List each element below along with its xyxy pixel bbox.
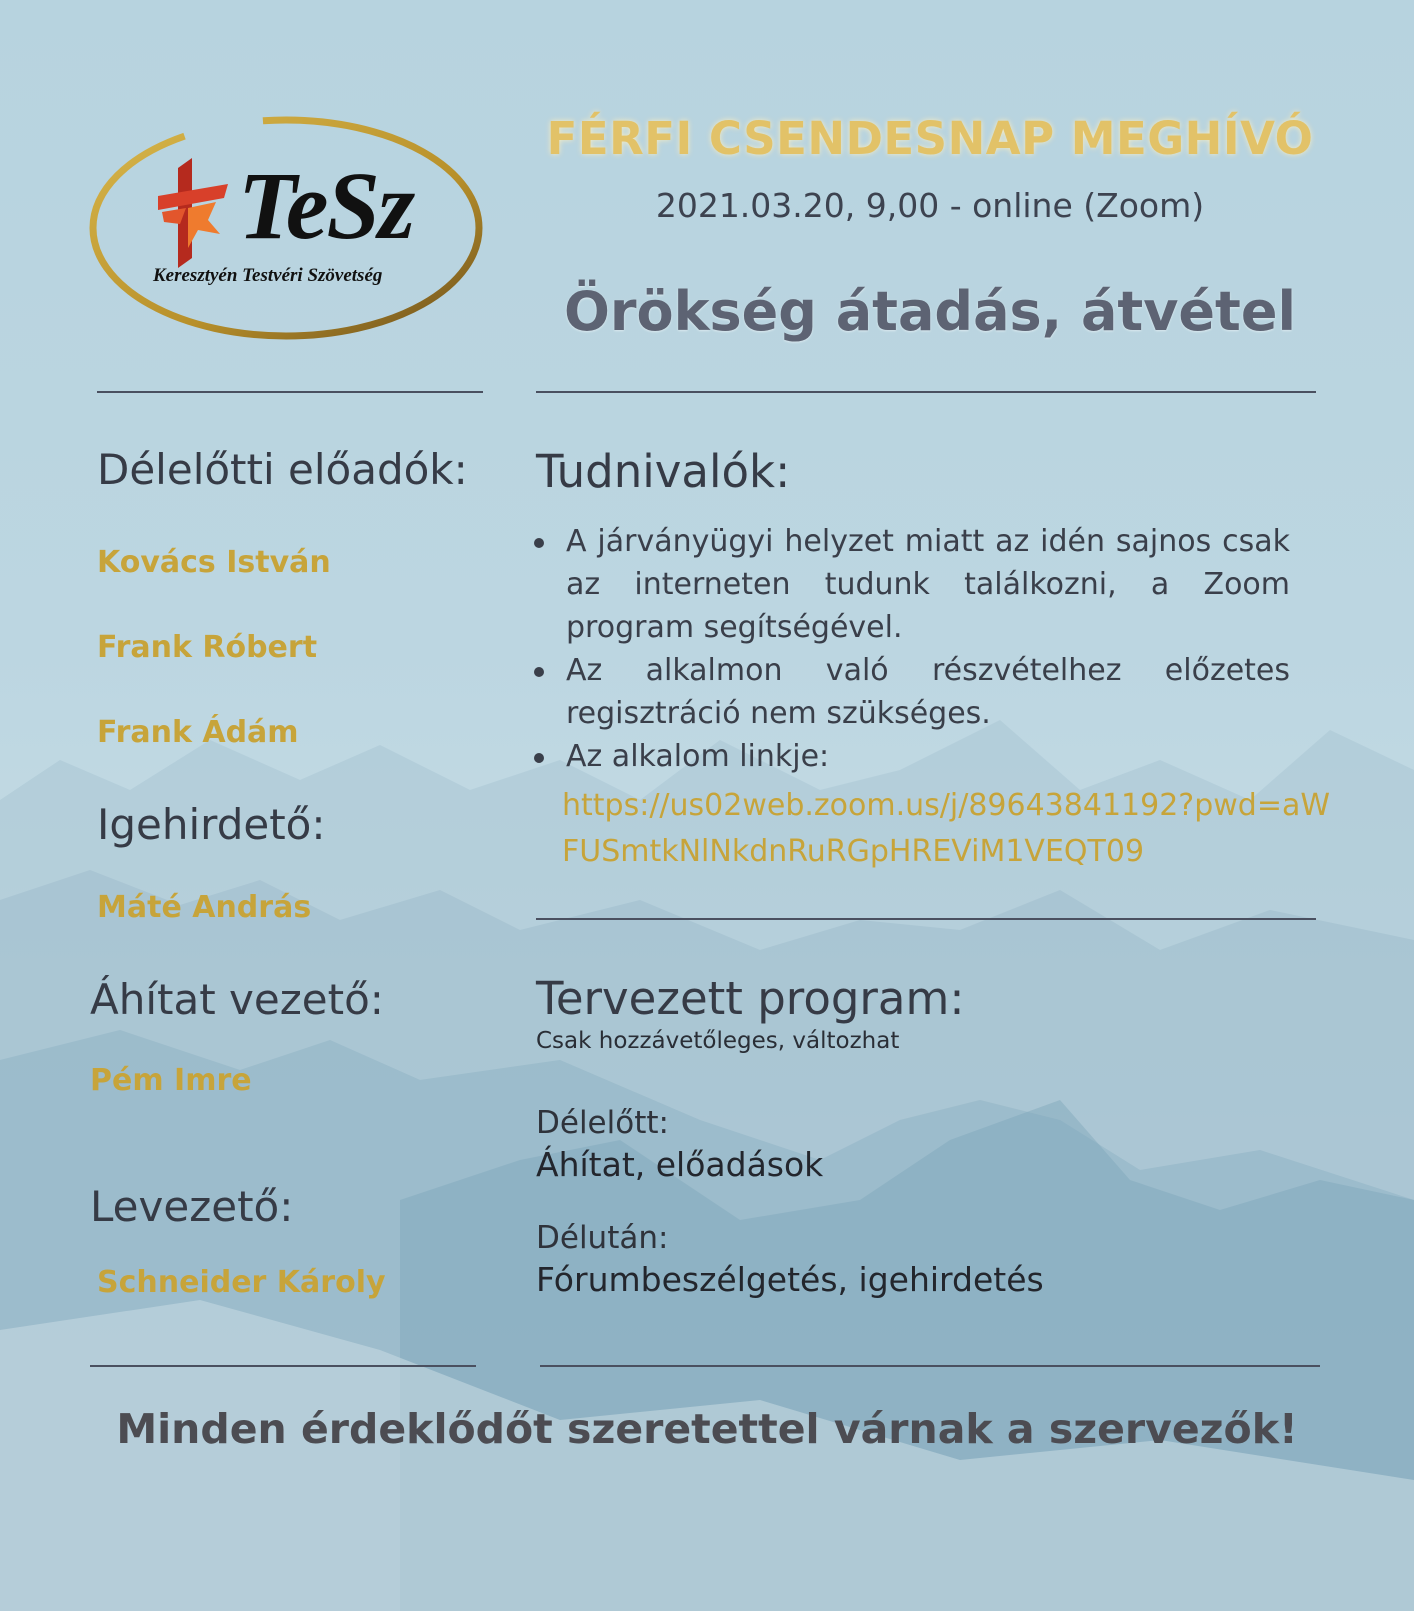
afternoon-label: Délután: — [536, 1220, 669, 1256]
footer-invitation: Minden érdeklődőt szeretettel várnak a szervezők! — [116, 1405, 1298, 1453]
host-heading: Levezető: — [90, 1182, 294, 1231]
info-bullet: A járványügyi helyzet miatt az idén sajnos csak az interneten tudunk találkozni, a Zoom program segítségével. — [530, 520, 1290, 649]
speaker-name: Kovács István — [97, 545, 331, 580]
divider-right-bottom — [540, 1365, 1320, 1367]
preacher-name: Máté András — [97, 890, 312, 925]
divider-left-top — [97, 391, 483, 393]
logo-wordmark: TeSz — [238, 152, 414, 259]
divider-right-middle — [536, 918, 1316, 920]
devotion-leader-name: Pém Imre — [90, 1063, 252, 1098]
devotion-heading: Áhítat vezető: — [90, 975, 384, 1024]
afternoon-value: Fórumbeszélgetés, igehirdetés — [536, 1260, 1044, 1299]
tesz-logo — [88, 110, 488, 350]
morning-value: Áhítat, előadások — [536, 1145, 824, 1184]
info-bullet: Az alkalmon való részvételhez előzetes regisztráció nem szükséges. — [530, 649, 1290, 735]
morning-label: Délelőtt: — [536, 1105, 669, 1141]
preacher-heading: Igehirdető: — [97, 800, 326, 849]
program-heading: Tervezett program: — [536, 972, 965, 1025]
info-bullet: Az alkalom linkje: — [530, 735, 1290, 778]
info-heading: Tudnivalók: — [536, 445, 791, 498]
event-subtitle: Örökség átadás, átvétel — [563, 280, 1297, 343]
speaker-name: Frank Róbert — [97, 630, 318, 665]
cross-icon — [158, 158, 228, 268]
logo-subtitle: Keresztyén Testvéri Szövetség — [153, 265, 383, 286]
speaker-name: Frank Ádám — [97, 715, 299, 750]
host-name: Schneider Károly — [97, 1265, 386, 1300]
zoom-link[interactable]: https://us02web.zoom.us/j/89643841192?pwd=aWFUSmtkNlNkdnRuRGpHREViM1VEQT09 — [562, 788, 1331, 869]
page-title: FÉRFI CSENDESNAP MEGHÍVÓ — [546, 112, 1314, 165]
divider-left-bottom — [90, 1365, 476, 1367]
event-dateline: 2021.03.20, 9,00 - online (Zoom) — [655, 186, 1205, 225]
info-list — [530, 520, 1290, 778]
program-note: Csak hozzávetőleges, változhat — [536, 1028, 900, 1054]
speakers-heading: Délelőtti előadók: — [97, 445, 468, 494]
divider-right-top — [536, 391, 1316, 393]
